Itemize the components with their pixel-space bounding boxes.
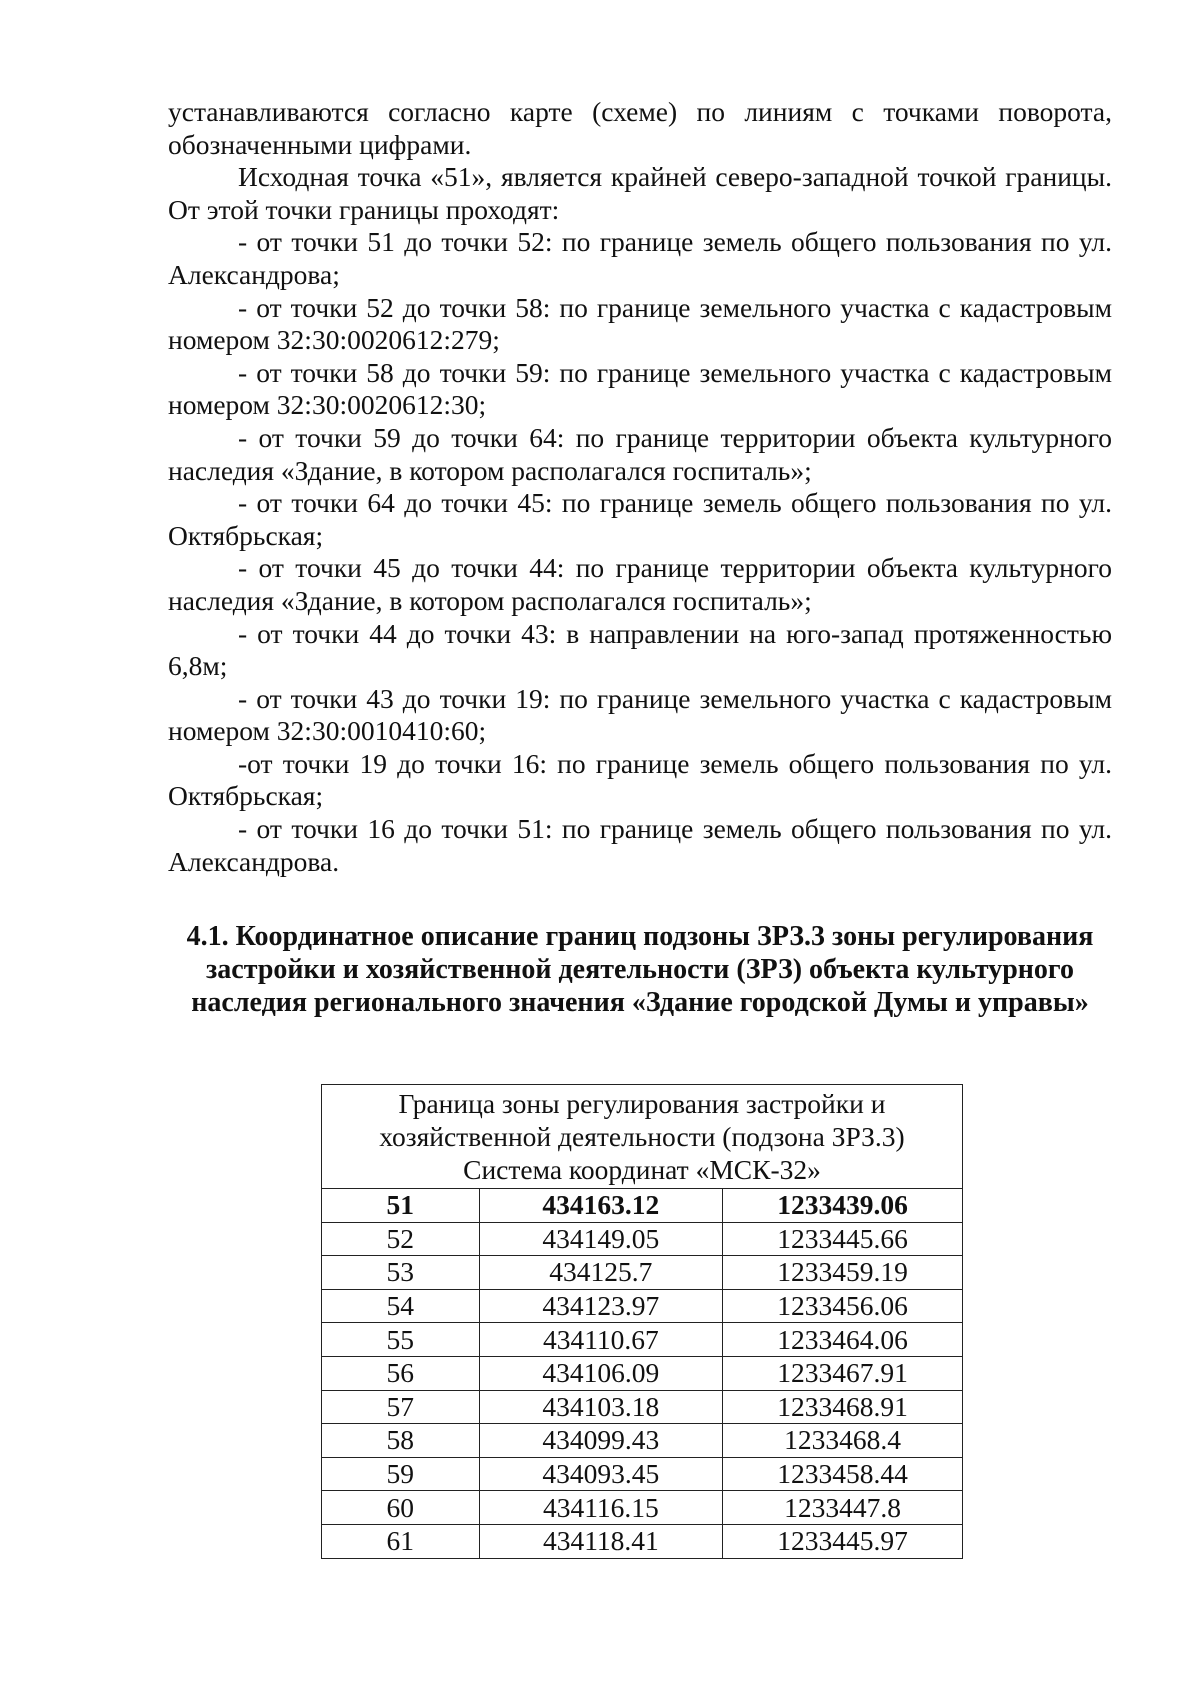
x-coordinate-cell: 434110.67 bbox=[479, 1323, 723, 1357]
boundary-segment-item: - от точки 64 до точки 45: по границе земель общего пользования по ул. Октябрьская; bbox=[168, 487, 1112, 551]
boundary-segment-item: - от точки 58 до точки 59: по границе земельного участка с кадастровым номером 32:30:0020612:30; bbox=[168, 356, 1112, 421]
point-number-cell: 56 bbox=[322, 1356, 480, 1390]
y-coordinate-cell: 1233467.91 bbox=[723, 1356, 963, 1390]
table-row bbox=[322, 1390, 963, 1424]
x-coordinate-cell: 434163.12 bbox=[479, 1189, 723, 1223]
y-coordinate-cell: 1233468.4 bbox=[723, 1424, 963, 1458]
paragraph-intro: устанавливаются согласно карте (схеме) по линиям с точками поворота, обозначенными цифрами. bbox=[168, 96, 1112, 160]
point-number-cell: 51 bbox=[322, 1189, 480, 1223]
point-number-cell: 60 bbox=[322, 1491, 480, 1525]
table-row bbox=[322, 1323, 963, 1357]
x-coordinate-cell: 434118.41 bbox=[479, 1524, 723, 1558]
table-row bbox=[322, 1356, 963, 1390]
table-row bbox=[322, 1424, 963, 1458]
table-row bbox=[322, 1457, 963, 1491]
y-coordinate-cell: 1233439.06 bbox=[723, 1189, 963, 1223]
y-coordinate-cell: 1233447.8 bbox=[723, 1491, 963, 1525]
y-coordinate-cell: 1233456.06 bbox=[723, 1289, 963, 1323]
point-number-cell: 61 bbox=[322, 1524, 480, 1558]
boundary-segment-item: - от точки 44 до точки 43: в направлении на юго-запад протяженностью 6,8м; bbox=[168, 617, 1112, 682]
point-number-cell: 55 bbox=[322, 1323, 480, 1357]
x-coordinate-cell: 434103.18 bbox=[479, 1390, 723, 1424]
table-row bbox=[322, 1491, 963, 1525]
x-coordinate-cell: 434125.7 bbox=[479, 1256, 723, 1290]
boundary-segment-item: - от точки 43 до точки 19: по границе земельного участка с кадастровым номером 32:30:0010410:60; bbox=[168, 682, 1112, 747]
table-row bbox=[322, 1189, 963, 1223]
x-coordinate-cell: 434099.43 bbox=[479, 1424, 723, 1458]
x-coordinate-cell: 434149.05 bbox=[479, 1222, 723, 1256]
y-coordinate-cell: 1233468.91 bbox=[723, 1390, 963, 1424]
boundary-segment-item: -от точки 19 до точки 16: по границе земель общего пользования по ул. Октябрьская; bbox=[168, 747, 1112, 812]
boundary-segment-item: - от точки 16 до точки 51: по границе земель общего пользования по ул. Александрова. bbox=[168, 813, 1112, 877]
boundary-segment-item: - от точки 45 до точки 44: по границе территории объекта культурного наследия «Здание, в котором располагался госпиталь»; bbox=[168, 552, 1112, 616]
document-body bbox=[168, 96, 1112, 1019]
table-caption: Граница зоны регулирования застройки и хозяйственной деятельности (подзона ЗРЗ.3) Система координат «МСК-32» bbox=[322, 1085, 963, 1189]
x-coordinate-cell: 434106.09 bbox=[479, 1356, 723, 1390]
coordinates-table bbox=[321, 1084, 963, 1559]
x-coordinate-cell: 434116.15 bbox=[479, 1491, 723, 1525]
table-row bbox=[322, 1524, 963, 1558]
point-number-cell: 58 bbox=[322, 1424, 480, 1458]
y-coordinate-cell: 1233458.44 bbox=[723, 1457, 963, 1491]
y-coordinate-cell: 1233459.19 bbox=[723, 1256, 963, 1290]
x-coordinate-cell: 434123.97 bbox=[479, 1289, 723, 1323]
boundary-segment-item: - от точки 59 до точки 64: по границе территории объекта культурного наследия «Здание, в котором располагался госпиталь»; bbox=[168, 421, 1112, 486]
boundary-segment-item: - от точки 52 до точки 58: по границе земельного участка с кадастровым номером 32:30:0020612:279; bbox=[168, 291, 1112, 356]
table-row bbox=[322, 1289, 963, 1323]
point-number-cell: 59 bbox=[322, 1457, 480, 1491]
point-number-cell: 54 bbox=[322, 1289, 480, 1323]
table-caption-row bbox=[322, 1085, 963, 1189]
boundary-segment-item: - от точки 51 до точки 52: по границе земель общего пользования по ул. Александрова; bbox=[168, 226, 1112, 290]
table-row bbox=[322, 1256, 963, 1290]
y-coordinate-cell: 1233445.97 bbox=[723, 1524, 963, 1558]
point-number-cell: 53 bbox=[322, 1256, 480, 1290]
section-heading: 4.1. Координатное описание границ подзоны ЗРЗ.3 зоны регулирования застройки и хозяйственной деятельности (ЗРЗ) объекта культурного наследия регионального значения «Здание городской Думы и управы» bbox=[186, 921, 1094, 1019]
y-coordinate-cell: 1233464.06 bbox=[723, 1323, 963, 1357]
table-row bbox=[322, 1222, 963, 1256]
paragraph-start-point: Исходная точка «51», является крайней северо-западной точкой границы. От этой точки границы проходят: bbox=[168, 161, 1112, 225]
y-coordinate-cell: 1233445.66 bbox=[723, 1222, 963, 1256]
x-coordinate-cell: 434093.45 bbox=[479, 1457, 723, 1491]
point-number-cell: 52 bbox=[322, 1222, 480, 1256]
point-number-cell: 57 bbox=[322, 1390, 480, 1424]
